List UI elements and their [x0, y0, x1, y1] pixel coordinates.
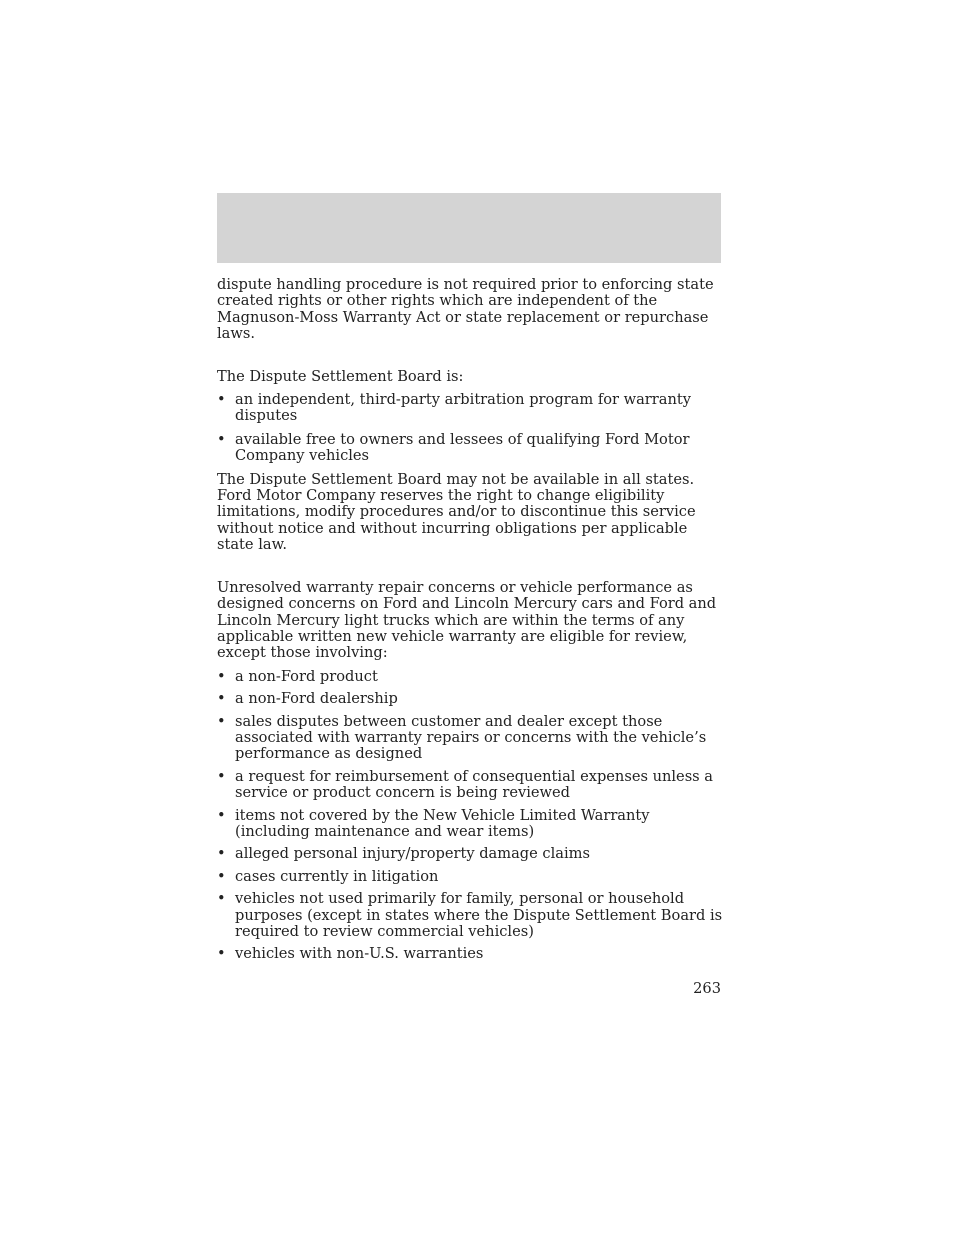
eligibility-paragraph: Unresolved warranty repair concerns or vehicle performance as designed concerns on Ford and Lincoln Mercury cars and Ford and Lincoln Mercury light trucks which are within the terms of any applicable written new vehicle warranty are eligible for review, except those involving:	[217, 578, 717, 662]
list-item: • vehicles with non-U.S. warranties	[217, 945, 484, 963]
board-list	[217, 392, 723, 465]
header-band	[217, 193, 721, 263]
bullet-icon: •	[217, 945, 226, 963]
list-item: • a request for reimbursement of consequential expenses unless a service or product concern is being reviewed	[217, 767, 714, 802]
bullet-icon: •	[217, 767, 226, 785]
list-item: • sales disputes between customer and dealer except those associated with warranty repairs or concerns with the vehicle’s performance as designed	[217, 712, 707, 763]
bullet-icon: •	[217, 867, 226, 885]
list-item: • vehicles not used primarily for family, personal or household purposes (except in states where the Dispute Settlement Board is required to review commercial vehicles)	[217, 890, 723, 940]
list-item: • available free to owners and lessees of qualifying Ford Motor Company vehicles	[217, 430, 690, 465]
bullet-icon: •	[217, 667, 226, 685]
bullet-icon: •	[217, 845, 226, 863]
list-item: • a non-Ford dealership	[217, 690, 398, 708]
intro-paragraph: dispute handling procedure is not required prior to enforcing state created rights or other rights which are independent of the Magnuson-Moss Warranty Act or state replacement or repurchase laws.	[217, 276, 714, 343]
bullet-icon: •	[217, 430, 226, 448]
list-item: • items not covered by the New Vehicle Limited Warranty (including maintenance and wear items)	[217, 806, 650, 840]
list-item: • alleged personal injury/property damage claims	[217, 845, 590, 863]
list-item: • cases currently in litigation	[217, 867, 439, 885]
bullet-icon: •	[217, 806, 226, 824]
page-number: 263	[693, 980, 721, 997]
availability-paragraph: The Dispute Settlement Board may not be available in all states. Ford Motor Company reserves the right to change eligibility limitations, modify procedures and/or to discontinue this service without notice and without incurring obligations per applicable state law.	[217, 470, 696, 554]
list-item: • an independent, third-party arbitration program for warranty disputes	[217, 391, 691, 425]
list-item: • a non-Ford product	[217, 667, 378, 685]
bullet-icon: •	[217, 690, 226, 708]
exclusions-list	[217, 669, 723, 963]
bullet-icon: •	[217, 391, 226, 409]
bullet-icon: •	[217, 890, 226, 908]
page-body	[217, 277, 723, 963]
bullet-icon: •	[217, 712, 226, 730]
board-heading: The Dispute Settlement Board is:	[217, 367, 464, 385]
